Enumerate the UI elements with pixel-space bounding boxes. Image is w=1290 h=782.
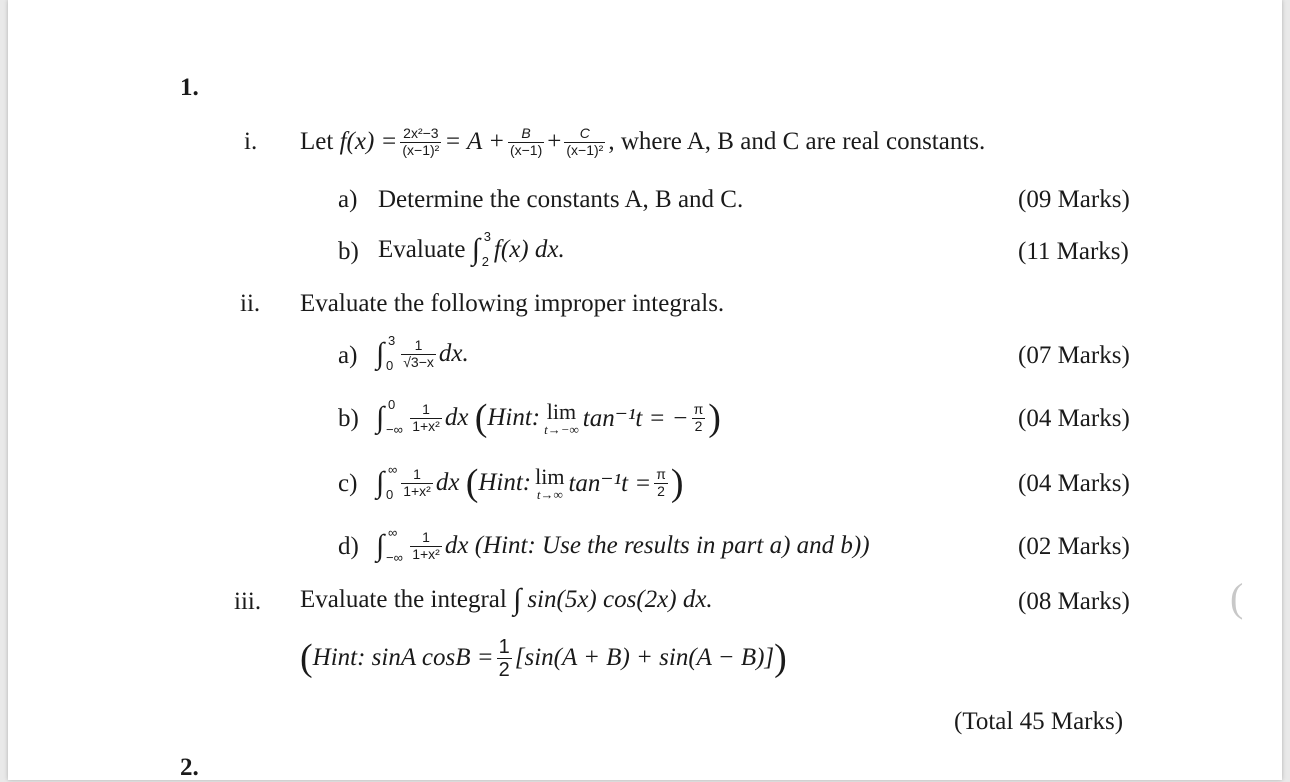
let-word: Let (300, 128, 334, 155)
integral-lower-limit: −∞ (386, 422, 403, 437)
limit-word: lim (546, 398, 577, 424)
part-ii-a-marks: (07 Marks) (1018, 342, 1130, 369)
part-i-b-marks: (11 Marks) (1018, 238, 1129, 265)
fraction-denominator: 1+x² (403, 482, 431, 499)
half-fraction (497, 636, 512, 681)
pi-fraction (692, 402, 706, 434)
part-ii-a-content (376, 328, 469, 380)
integral-sign: ∫ 3 2 (471, 229, 491, 269)
open-paren: ( (300, 637, 313, 679)
close-paren: ) (708, 397, 721, 439)
part-ii-b-label: b) (338, 405, 359, 432)
hint-function: tan⁻¹t = − (582, 405, 689, 432)
fraction-B (508, 126, 544, 158)
hint-expansion: [sin(A + B) + sin(A − B)] (514, 644, 775, 671)
plus-sign: + (547, 128, 562, 155)
integral-upper-limit: 0 (388, 397, 396, 412)
question-2-number: 2. (180, 754, 199, 781)
differential: dx (435, 469, 460, 496)
evaluate-word: Evaluate (378, 236, 466, 263)
fraction-C-denominator: (x−1)² (566, 141, 604, 158)
fraction (401, 467, 433, 499)
hint-word: Hint: (487, 404, 541, 431)
fraction-denominator: 1+x² (412, 417, 440, 434)
fraction-B-denominator: (x−1) (509, 141, 543, 158)
limit (535, 463, 565, 502)
open-paren: ( (465, 462, 479, 504)
limit-word: lim (535, 463, 565, 489)
part-ii-c-content (376, 455, 684, 511)
fraction-denominator: 1+x² (412, 545, 440, 562)
part-i-a-text: Determine the constants A, B and C. (378, 186, 744, 213)
fraction (410, 530, 442, 562)
fraction (410, 402, 442, 434)
fraction (401, 338, 436, 370)
integrand: f(x) dx. (493, 236, 565, 263)
integral-sign: ∫ 3 0 (376, 333, 396, 373)
pi-numerator: π (656, 466, 666, 483)
hint-identity: Hint: sinA cosB = (312, 644, 494, 671)
integral-sign: ∫ ∞ 0 (376, 462, 398, 502)
fraction-f-denominator: (x−1)² (402, 141, 440, 158)
fraction-C (564, 126, 605, 158)
integral-sign: ∫ (513, 583, 522, 616)
integral-lower-limit: −∞ (386, 550, 403, 565)
hint-function: tan⁻¹t = (568, 470, 652, 497)
differential: dx (444, 404, 469, 431)
fraction-numerator: 1 (401, 467, 433, 483)
integral-sign: ∫ ∞ −∞ (376, 525, 403, 565)
fraction-numerator: 1 (410, 530, 442, 546)
limit (544, 398, 579, 437)
close-paren: ) (670, 462, 684, 504)
question-1-number: 1. (180, 74, 199, 101)
pi-fraction (654, 467, 668, 499)
limit-subscript: t→−∞ (544, 421, 579, 437)
part-ii-b-content (376, 390, 721, 446)
integral-lower-limit: 0 (386, 358, 394, 373)
part-ii-d-marks: (02 Marks) (1018, 533, 1130, 560)
fraction-C-numerator: C (564, 126, 605, 142)
fraction-denominator: √3−x (403, 353, 434, 370)
part-ii-d-label: d) (338, 533, 359, 560)
part-ii-d-content (376, 518, 870, 574)
margin-mark: ( (1230, 575, 1244, 620)
total-marks: (Total 45 Marks) (954, 708, 1124, 735)
part-iii-statement (300, 578, 713, 622)
differential-hint: dx (Hint: Use the results in part a) and b)) (444, 532, 870, 559)
function-f: f(x) = (339, 128, 398, 155)
integral-sign: ∫ 0 −∞ (376, 397, 403, 437)
integral-upper-limit: ∞ (388, 462, 398, 477)
part-i-b-label: b) (338, 238, 359, 265)
integral-upper-limit: 3 (483, 229, 491, 244)
integral-lower-limit: 0 (386, 487, 394, 502)
part-ii-b-marks: (04 Marks) (1018, 405, 1130, 432)
where-clause: , where A, B and C are real constants. (608, 128, 986, 155)
equals-A: = A + (444, 128, 505, 155)
hint-word: Hint: (478, 469, 532, 496)
part-i-label: i. (244, 128, 258, 155)
integral-upper-limit: 3 (388, 333, 396, 348)
fraction-f (400, 126, 441, 158)
fraction-B-numerator: B (508, 126, 544, 142)
fraction-f-numerator: 2x²−3 (400, 126, 441, 142)
part-i-b-content (378, 228, 565, 272)
exam-page (8, 0, 1282, 780)
part-ii-label: ii. (240, 290, 261, 317)
pi-numerator: π (693, 401, 704, 418)
limit-subscript: t→∞ (536, 486, 563, 502)
part-i-a-label: a) (338, 186, 358, 213)
half-numerator: 1 (498, 635, 510, 658)
pi-denominator: 2 (657, 482, 665, 499)
part-iii-hint (300, 628, 787, 688)
part-iii-label: iii. (234, 588, 262, 615)
fraction-numerator: 1 (401, 338, 436, 354)
integral-lower-limit: 2 (481, 254, 489, 269)
open-paren: ( (474, 397, 488, 439)
evaluate-text: Evaluate the integral (300, 586, 507, 613)
half-denominator: 2 (498, 658, 510, 681)
integrand: sin(5x) cos(2x) dx. (527, 586, 713, 613)
part-ii-intro: Evaluate the following improper integrals. (300, 290, 725, 317)
fraction-numerator: 1 (410, 402, 442, 418)
part-ii-a-label: a) (338, 342, 358, 369)
part-i-a-marks: (09 Marks) (1018, 186, 1130, 213)
differential: dx. (438, 340, 469, 367)
part-i-statement (300, 116, 985, 168)
close-paren: ) (774, 637, 787, 679)
integral-upper-limit: ∞ (388, 525, 398, 540)
part-ii-c-marks: (04 Marks) (1018, 470, 1130, 497)
part-iii-marks: (08 Marks) (1018, 588, 1130, 615)
part-ii-c-label: c) (338, 470, 358, 497)
pi-denominator: 2 (694, 417, 703, 434)
